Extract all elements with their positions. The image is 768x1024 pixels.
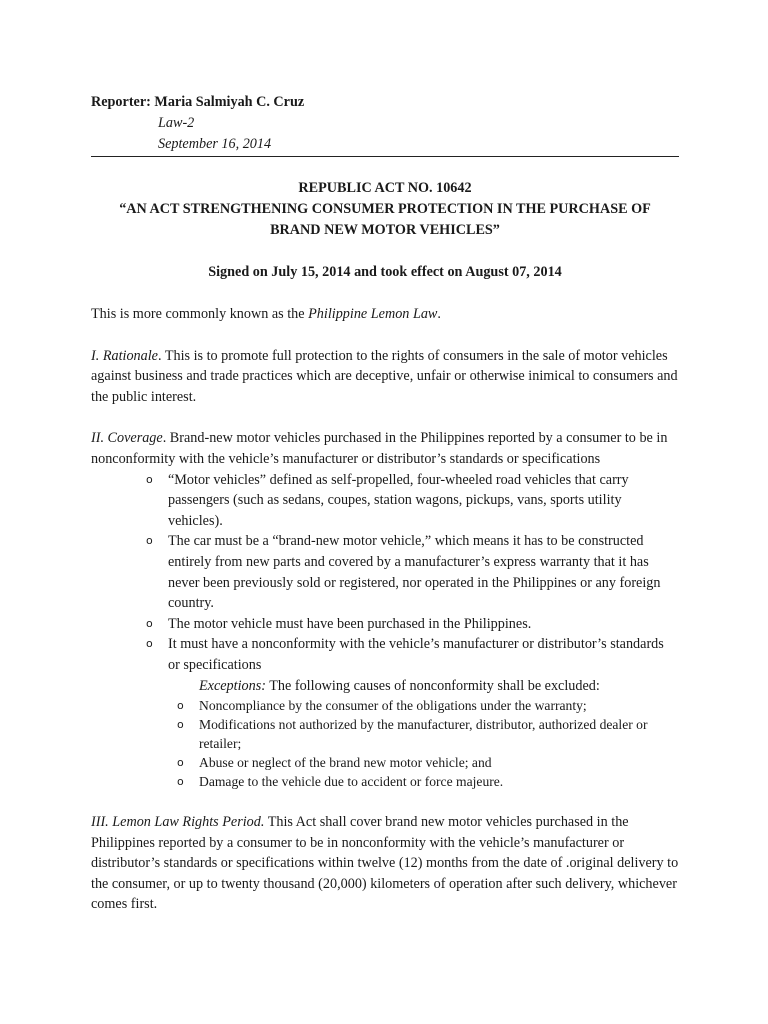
- list-item-text: Modifications not authorized by the manufacturer, distributor, authorized dealer or retailer;: [199, 717, 648, 752]
- bullet-marker: o: [177, 718, 184, 732]
- bullet-marker: o: [146, 534, 153, 548]
- exceptions-label: Exceptions:: [199, 677, 266, 694]
- act-title-line-1: “AN ACT STRENGTHENING CONSUMER PROTECTION IN THE PURCHASE OF: [119, 201, 651, 217]
- document-page: [91, 92, 679, 915]
- rationale-text: . This is to promote full protection to the rights of consumers in the sale of motor vehicles against business and trade practices which are deceptive, unfair or otherwise inimical to consumers and the public interest.: [91, 347, 678, 405]
- list-item: [91, 614, 679, 635]
- signed-date: Signed on July 15, 2014 and took effect on August 07, 2014: [208, 264, 562, 280]
- act-title-line-2: BRAND NEW MOTOR VEHICLES”: [270, 222, 500, 238]
- reporter-line: [91, 92, 679, 113]
- coverage-text: . Brand-new motor vehicles purchased in the Philippines reported by a consumer to be in nonconformity with the vehicle’s manufacturer or distributor’s standards or specifications: [91, 430, 668, 467]
- exceptions-list: [91, 696, 679, 791]
- bullet-marker: o: [146, 472, 153, 486]
- list-item: [91, 634, 679, 675]
- list-item-text: It must have a nonconformity with the vehicle’s manufacturer or distributor’s standards or specifications: [168, 636, 664, 673]
- act-title: [91, 178, 679, 241]
- bullet-marker: o: [146, 637, 153, 651]
- list-item-text: Noncompliance by the consumer of the obligations under the warranty;: [199, 698, 587, 714]
- reporter-name: Maria Salmiyah C. Cruz: [154, 94, 305, 110]
- list-item-text: Abuse or neglect of the brand new motor vehicle; and: [199, 755, 492, 771]
- exceptions-intro: The following causes of nonconformity shall be excluded:: [265, 677, 600, 694]
- list-item: [91, 772, 679, 791]
- rationale-heading: I. Rationale: [91, 347, 158, 364]
- list-item: [91, 753, 679, 772]
- bullet-marker: o: [146, 616, 153, 630]
- rationale-paragraph: [91, 346, 679, 408]
- coverage-paragraph: [91, 428, 679, 469]
- list-item: [91, 715, 679, 753]
- bullet-marker: o: [177, 756, 184, 770]
- class-name: Law-2: [158, 115, 195, 131]
- report-date: September 16, 2014: [158, 136, 272, 152]
- reporter-label: Reporter:: [91, 94, 151, 110]
- rights-period-paragraph: [91, 812, 679, 915]
- rights-period-text: This Act shall cover brand new motor vehicles purchased in the Philippines reported by a consumer to be in nonconformity with the vehicle’s manufacturer or distributor’s standards or specifications within twelve (12) months from the date of .original delivery to the consumer, or up to twenty thousand (20,000) kilometers of operation after such delivery, whichever comes first.: [91, 814, 679, 913]
- header-divider: [91, 156, 679, 157]
- rights-period-heading: III. Lemon Law Rights Period.: [91, 814, 265, 831]
- list-item-text: Damage to the vehicle due to accident or force majeure.: [199, 774, 504, 790]
- intro-text: This is more commonly known as the: [91, 306, 309, 322]
- list-item: [91, 470, 679, 532]
- list-item: [91, 531, 679, 613]
- lemon-law-name: Philippine Lemon Law: [308, 306, 438, 322]
- coverage-list: [91, 470, 679, 676]
- coverage-heading: II. Coverage: [91, 430, 163, 447]
- intro-paragraph: [91, 304, 679, 325]
- bullet-marker: o: [177, 775, 184, 789]
- bullet-marker: o: [177, 699, 184, 713]
- list-item-text: The motor vehicle must have been purchased in the Philippines.: [168, 615, 532, 632]
- list-item: [91, 696, 679, 715]
- list-item-text: “Motor vehicles” defined as self-propelled, four-wheeled road vehicles that carry passengers (such as sedans, coupes, station wagons, pickups, vans, sports utility vehicles).: [168, 471, 629, 529]
- exceptions-heading: [91, 676, 679, 697]
- intro-end: .: [437, 306, 441, 322]
- act-number: REPUBLIC ACT NO. 10642: [298, 180, 472, 196]
- list-item-text: The car must be a “brand-new motor vehicle,” which means it has to be constructed entirely from new parts and covered by a manufacturer’s express warranty that it has never been previously sold or registered, nor operated in the Philippines or any foreign country.: [168, 533, 661, 612]
